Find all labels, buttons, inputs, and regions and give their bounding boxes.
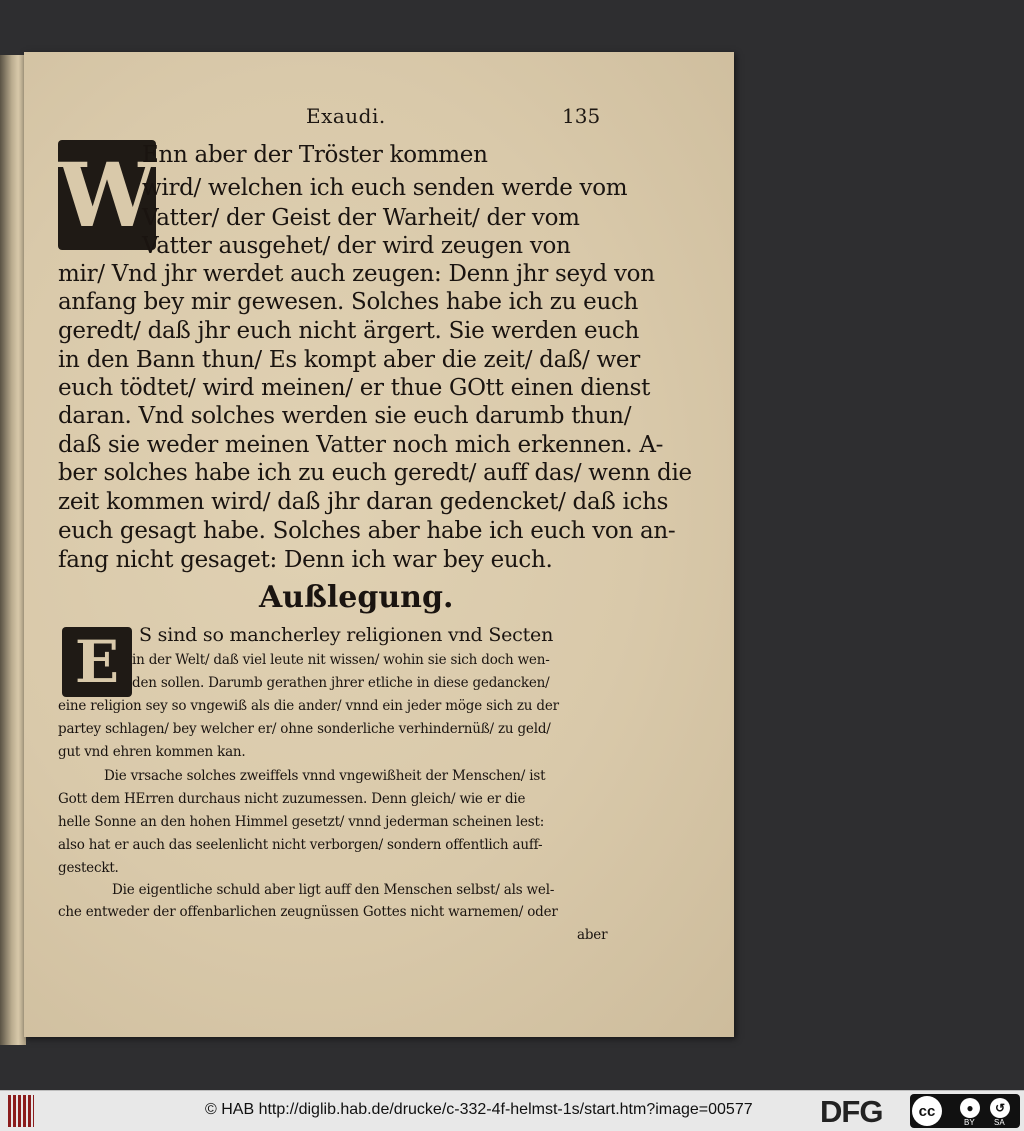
text-line: daß sie weder meinen Vatter noch mich erkennen. A- [58, 432, 664, 458]
text-line: partey schlagen/ bey welcher er/ ohne sonderliche verhindernüß/ zu geld/ [58, 721, 551, 737]
text-line: S sind so mancherley religionen vnd Secten [139, 624, 554, 646]
text-line: wird/ welchen ich euch senden werde vom [142, 175, 628, 201]
text-line: geredt/ daß jhr euch nicht ärgert. Sie werden euch [58, 318, 639, 344]
text-line: in der Welt/ daß viel leute nit wissen/ wohin sie sich doch wen- [132, 652, 550, 668]
text-line: euch gesagt habe. Solches aber habe ich euch von an- [58, 518, 676, 544]
running-title: Exaudi. [306, 104, 386, 128]
text-line: Die eigentliche schuld aber ligt auff den Menschen selbst/ als wel- [112, 882, 555, 898]
text-line: also hat er auch das seelenlicht nicht verborgen/ sondern offentlich auff- [58, 837, 543, 853]
sa-label: SA [994, 1118, 1005, 1127]
text-line: Vatter/ der Geist der Warheit/ der vom [142, 205, 580, 231]
text-line: ber solches habe ich zu euch geredt/ auff das/ wenn die [58, 460, 692, 486]
text-line: helle Sonne an den hohen Himmel gesetzt/ vnnd jederman scheinen lest: [58, 814, 545, 830]
decorated-initial-e: E [62, 627, 132, 697]
text-line: eine religion sey so vngewiß als die ander/ vnnd ein jeder möge sich zu der [58, 698, 559, 714]
text-line: che entweder der offenbarlichen zeugnüssen Gottes nicht warnemen/ oder [58, 904, 558, 920]
decorated-initial-w: W [58, 140, 156, 250]
page-header [24, 104, 734, 134]
text-line: anfang bey mir gewesen. Solches habe ich zu euch [58, 289, 639, 315]
text-line: zeit kommen wird/ daß jhr daran gedencket/ daß ichs [58, 489, 669, 515]
dfg-logo[interactable]: DFG [820, 1094, 883, 1129]
text-line: in den Bann thun/ Es kompt aber die zeit/ daß/ wer [58, 347, 640, 373]
text-line: gut vnd ehren kommen kan. [58, 744, 246, 760]
section-heading: Außlegung. [259, 580, 454, 615]
text-line: den sollen. Darumb gerathen jhrer etliche in diese gedancken/ [132, 675, 550, 691]
license-badge[interactable] [910, 1094, 1020, 1128]
sa-icon: ↺ [990, 1098, 1010, 1118]
catchword: aber [577, 927, 608, 943]
footer-bar [0, 1090, 1024, 1131]
text-line: Vatter ausgehet/ der wird zeugen von [142, 233, 571, 259]
text-line: mir/ Vnd jhr werdet auch zeugen: Denn jhr seyd von [58, 261, 655, 287]
text-line: fang nicht gesaget: Denn ich war bey euch. [58, 547, 553, 573]
by-label: BY [964, 1118, 975, 1127]
page-number: 135 [562, 104, 601, 128]
hab-logo-icon [8, 1095, 34, 1127]
by-icon: ● [960, 1098, 980, 1118]
text-line: Enn aber der Tröster kommen [142, 142, 488, 168]
text-line: daran. Vnd solches werden sie euch darumb thun/ [58, 403, 632, 429]
book-page [24, 52, 734, 1037]
text-line: gesteckt. [58, 860, 119, 876]
previous-page-edge [0, 55, 26, 1045]
text-line: euch tödtet/ wird meinen/ er thue GOtt einen dienst [58, 375, 651, 401]
source-link[interactable]: © HAB http://diglib.hab.de/drucke/c-332-4f-helmst-1s/start.htm?image=00577 [205, 1101, 753, 1118]
text-line: Die vrsache solches zweiffels vnnd vngewißheit der Menschen/ ist [104, 768, 546, 784]
cc-icon: cc [912, 1096, 942, 1126]
text-line: Gott dem HErren durchaus nicht zuzumessen. Denn gleich/ wie er die [58, 791, 526, 807]
